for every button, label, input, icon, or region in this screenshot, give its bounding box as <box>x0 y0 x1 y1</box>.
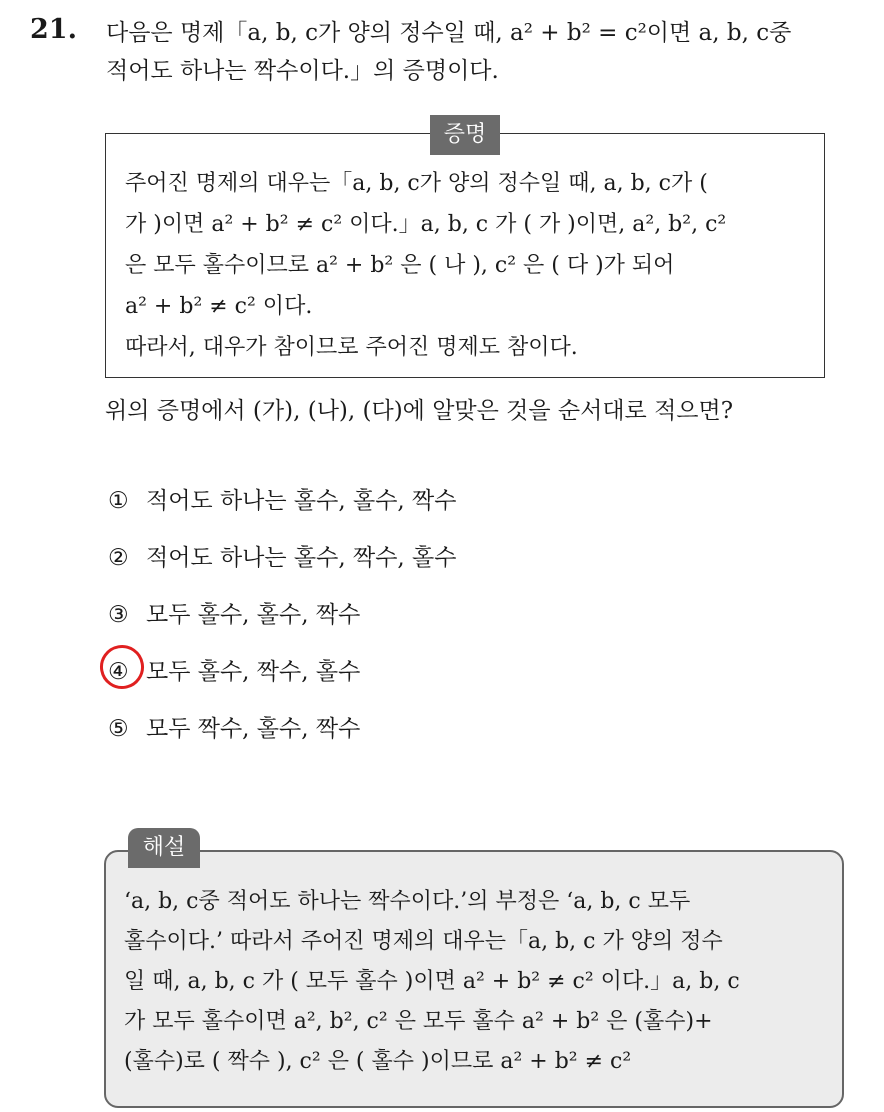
solution-line: 일 때, a, b, c 가 ( 모두 홀수 )이면 a² + b² ≠ c² 이다.」a, b, c <box>124 969 740 994</box>
choice-number: ⑤ <box>108 716 129 742</box>
choice-1[interactable] <box>108 482 456 515</box>
question-prompt: 위의 증명에서 (가), (나), (다)에 알맞은 것을 순서대로 적으면? <box>105 398 734 424</box>
proof-line: a² + b² ≠ c² 이다. <box>125 294 313 319</box>
choice-number: ③ <box>108 602 129 628</box>
choice-number: ① <box>108 488 129 514</box>
choice-text: 모두 홀수, 짝수, 홀수 <box>146 659 361 685</box>
proof-line: 주어진 명제의 대우는「a, b, c가 양의 정수일 때, a, b, c가 ( <box>125 171 708 196</box>
proof-line: 따라서, 대우가 참이므로 주어진 명제도 참이다. <box>125 335 578 360</box>
question-number: 21. <box>30 14 77 45</box>
choice-4[interactable] <box>108 653 360 686</box>
question-stem-line-2: 적어도 하나는 짝수이다.」의 증명이다. <box>106 58 499 84</box>
solution-body <box>124 882 824 1082</box>
solution-line: ‘a, b, c중 적어도 하나는 짝수이다.’의 부정은 ‘a, b, c 모두 <box>124 889 691 914</box>
choice-text: 적어도 하나는 홀수, 홀수, 짝수 <box>146 488 457 514</box>
proof-body <box>125 163 815 368</box>
choice-2[interactable] <box>108 539 456 572</box>
question-stem-line-1: 다음은 명제「a, b, c가 양의 정수일 때, a² + b² = c²이면 a, b, c중 <box>106 20 792 46</box>
choice-number: ② <box>108 545 129 571</box>
proof-line: 은 모두 홀수이므로 a² + b² 은 ( 나 ), c² 은 ( 다 )가 되어 <box>125 253 675 278</box>
choice-text: 모두 홀수, 홀수, 짝수 <box>146 602 361 628</box>
solution-line: 홀수이다.’ 따라서 주어진 명제의 대우는「a, b, c 가 양의 정수 <box>124 929 723 954</box>
choice-3[interactable] <box>108 596 360 629</box>
choice-text: 모두 짝수, 홀수, 짝수 <box>146 716 361 742</box>
choice-text: 적어도 하나는 홀수, 짝수, 홀수 <box>146 545 457 571</box>
solution-label: 해설 <box>128 828 200 868</box>
proof-line: 가 )이면 a² + b² ≠ c² 이다.」a, b, c 가 ( 가 )이면, a², b², c² <box>125 212 727 237</box>
solution-line: (홀수)로 ( 짝수 ), c² 은 ( 홀수 )이므로 a² + b² ≠ c² <box>124 1049 632 1074</box>
proof-label: 증명 <box>430 115 500 155</box>
solution-line: 가 모두 홀수이면 a², b², c² 은 모두 홀수 a² + b² 은 (홀수)+ <box>124 1009 713 1034</box>
choice-5[interactable] <box>108 710 360 743</box>
question-stem <box>106 14 876 90</box>
choice-number: ④ <box>108 659 129 685</box>
